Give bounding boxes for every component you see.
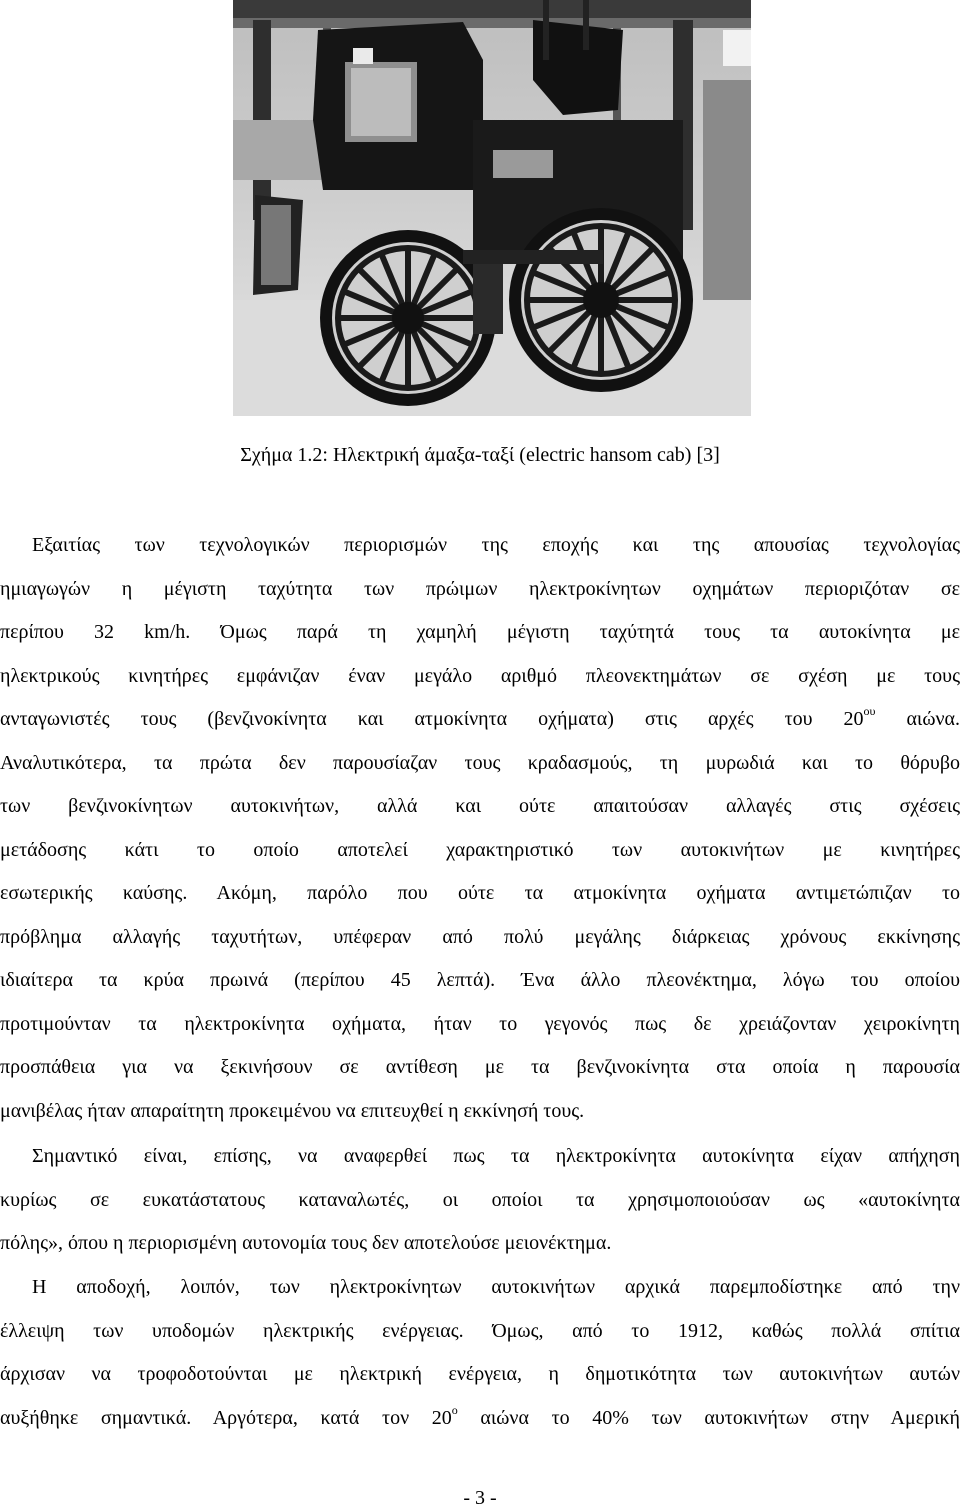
paragraph-2 (0, 1135, 960, 1266)
text-line: μετάδοσης κάτι το οποίο αποτελεί χαρακτηριστικό των αυτοκινήτων με κινητήρες (0, 838, 960, 861)
text-fragment: αιώνα το 40% των αυτοκινήτων στην Αμερική (457, 1406, 960, 1429)
text-line: ιδιαίτερα τα κρύα πρωινά (περίπου 45 λεπτά). Ένα άλλο πλεονέκτημα, λόγω του οποίου (0, 969, 960, 991)
text-line: προτιμούνταν τα ηλεκτροκίνητα οχήματα, ήταν το γεγονός πως δε χρειάζονταν χειροκίνητη (0, 1012, 960, 1035)
text-line: κυρίως σε ευκατάστατους καταναλωτές, οι οποίοι τα χρησιμοποιούσαν ως «αυτοκίνητα (0, 1188, 960, 1211)
text-line: Η αποδοχή, λοιπόν, των ηλεκτροκίνητων αυτοκινήτων αρχικά παρεμποδίστηκε από την (32, 1276, 960, 1298)
text-fragment: αιώνα. (875, 708, 960, 730)
text-fragment: αυξήθηκε σημαντικά. Αργότερα, κατά τον 20 (0, 1406, 452, 1429)
text-line: προσπάθεια για να ξεκινήσουν σε αντίθεση με τα βενζινοκίνητα στα οποία η παρουσία (0, 1056, 960, 1078)
text-line: Εξαιτίας των τεχνολογικών περιορισμών της εποχής και της απουσίας τεχνολογίας (32, 534, 960, 556)
superscript: ο (451, 1402, 458, 1417)
text-line: πρόβλημα αλλαγής ταχυτήτων, υπέφεραν από πολύ μεγάλης διάρκειας χρόνους εκκίνησης (0, 925, 960, 948)
paragraph-1 (0, 524, 960, 1133)
text-line: των βενζινοκίνητων αυτοκινήτων, αλλά και ούτε απαιτούσαν αλλαγές στις σχέσεις (0, 795, 960, 817)
text-fragment: ανταγωνιστές τους (βενζινοκίνητα και ατμοκίνητα οχήματα) στις αρχές του 20 (0, 708, 864, 730)
superscript: ου (863, 704, 876, 719)
paragraph-3 (0, 1266, 960, 1440)
text-line (0, 698, 960, 742)
text-line: πόλης», όπου η περιορισμένη αυτονομία τους δεν αποτελούσε μειονέκτημα. (0, 1232, 612, 1254)
text-line: ημιαγωγών η μέγιστη ταχύτητα των πρώιμων ηλεκτροκίνητων οχημάτων περιοριζόταν σε (0, 577, 960, 600)
text-line: Αναλυτικότερα, τα πρώτα δεν παρουσίαζαν τους κραδασμούς, τη μυρωδιά και το θόρυβο (0, 751, 960, 774)
text-line: περίπου 32 km/h. Όμως παρά τη χαμηλή μέγιστη ταχύτητά τους τα αυτοκίνητα με (0, 621, 960, 643)
text-line: εσωτερικής καύσης. Ακόμη, παρόλο που ούτε τα ατμοκίνητα οχήματα αντιμετώπιζαν το (0, 882, 960, 904)
figure-caption: Σχήμα 1.2: Ηλεκτρική άμαξα-ταξί (electric hansom cab) [3] (240, 444, 720, 466)
text-line: Σημαντικό είναι, επίσης, να αναφερθεί πως τα ηλεκτροκίνητα αυτοκίνητα είχαν απήχηση (32, 1145, 960, 1167)
text-line: μανιβέλας ήταν απαραίτητη προκειμένου να επιτευχθεί η εκκίνησή τους. (0, 1099, 585, 1122)
text-line: ηλεκτρικούς κινητήρες εμφάνιζαν έναν μεγάλο αριθμό πλεονεκτημάτων σε σχέση με τους (0, 664, 960, 687)
text-line: άρχισαν να τροφοδοτούνται με ηλεκτρική ενέργεια, η δημοτικότητα των αυτοκινήτων αυτών (0, 1363, 960, 1385)
electric-hansom-cab-photo (233, 0, 751, 416)
page-number: - 3 - (463, 1487, 497, 1509)
figure-photo (233, 0, 751, 416)
text-line (0, 1397, 960, 1441)
text-line: έλλειψη των υποδομών ηλεκτρικής ενέργειας. Όμως, από το 1912, καθώς πολλά σπίτια (0, 1319, 960, 1342)
